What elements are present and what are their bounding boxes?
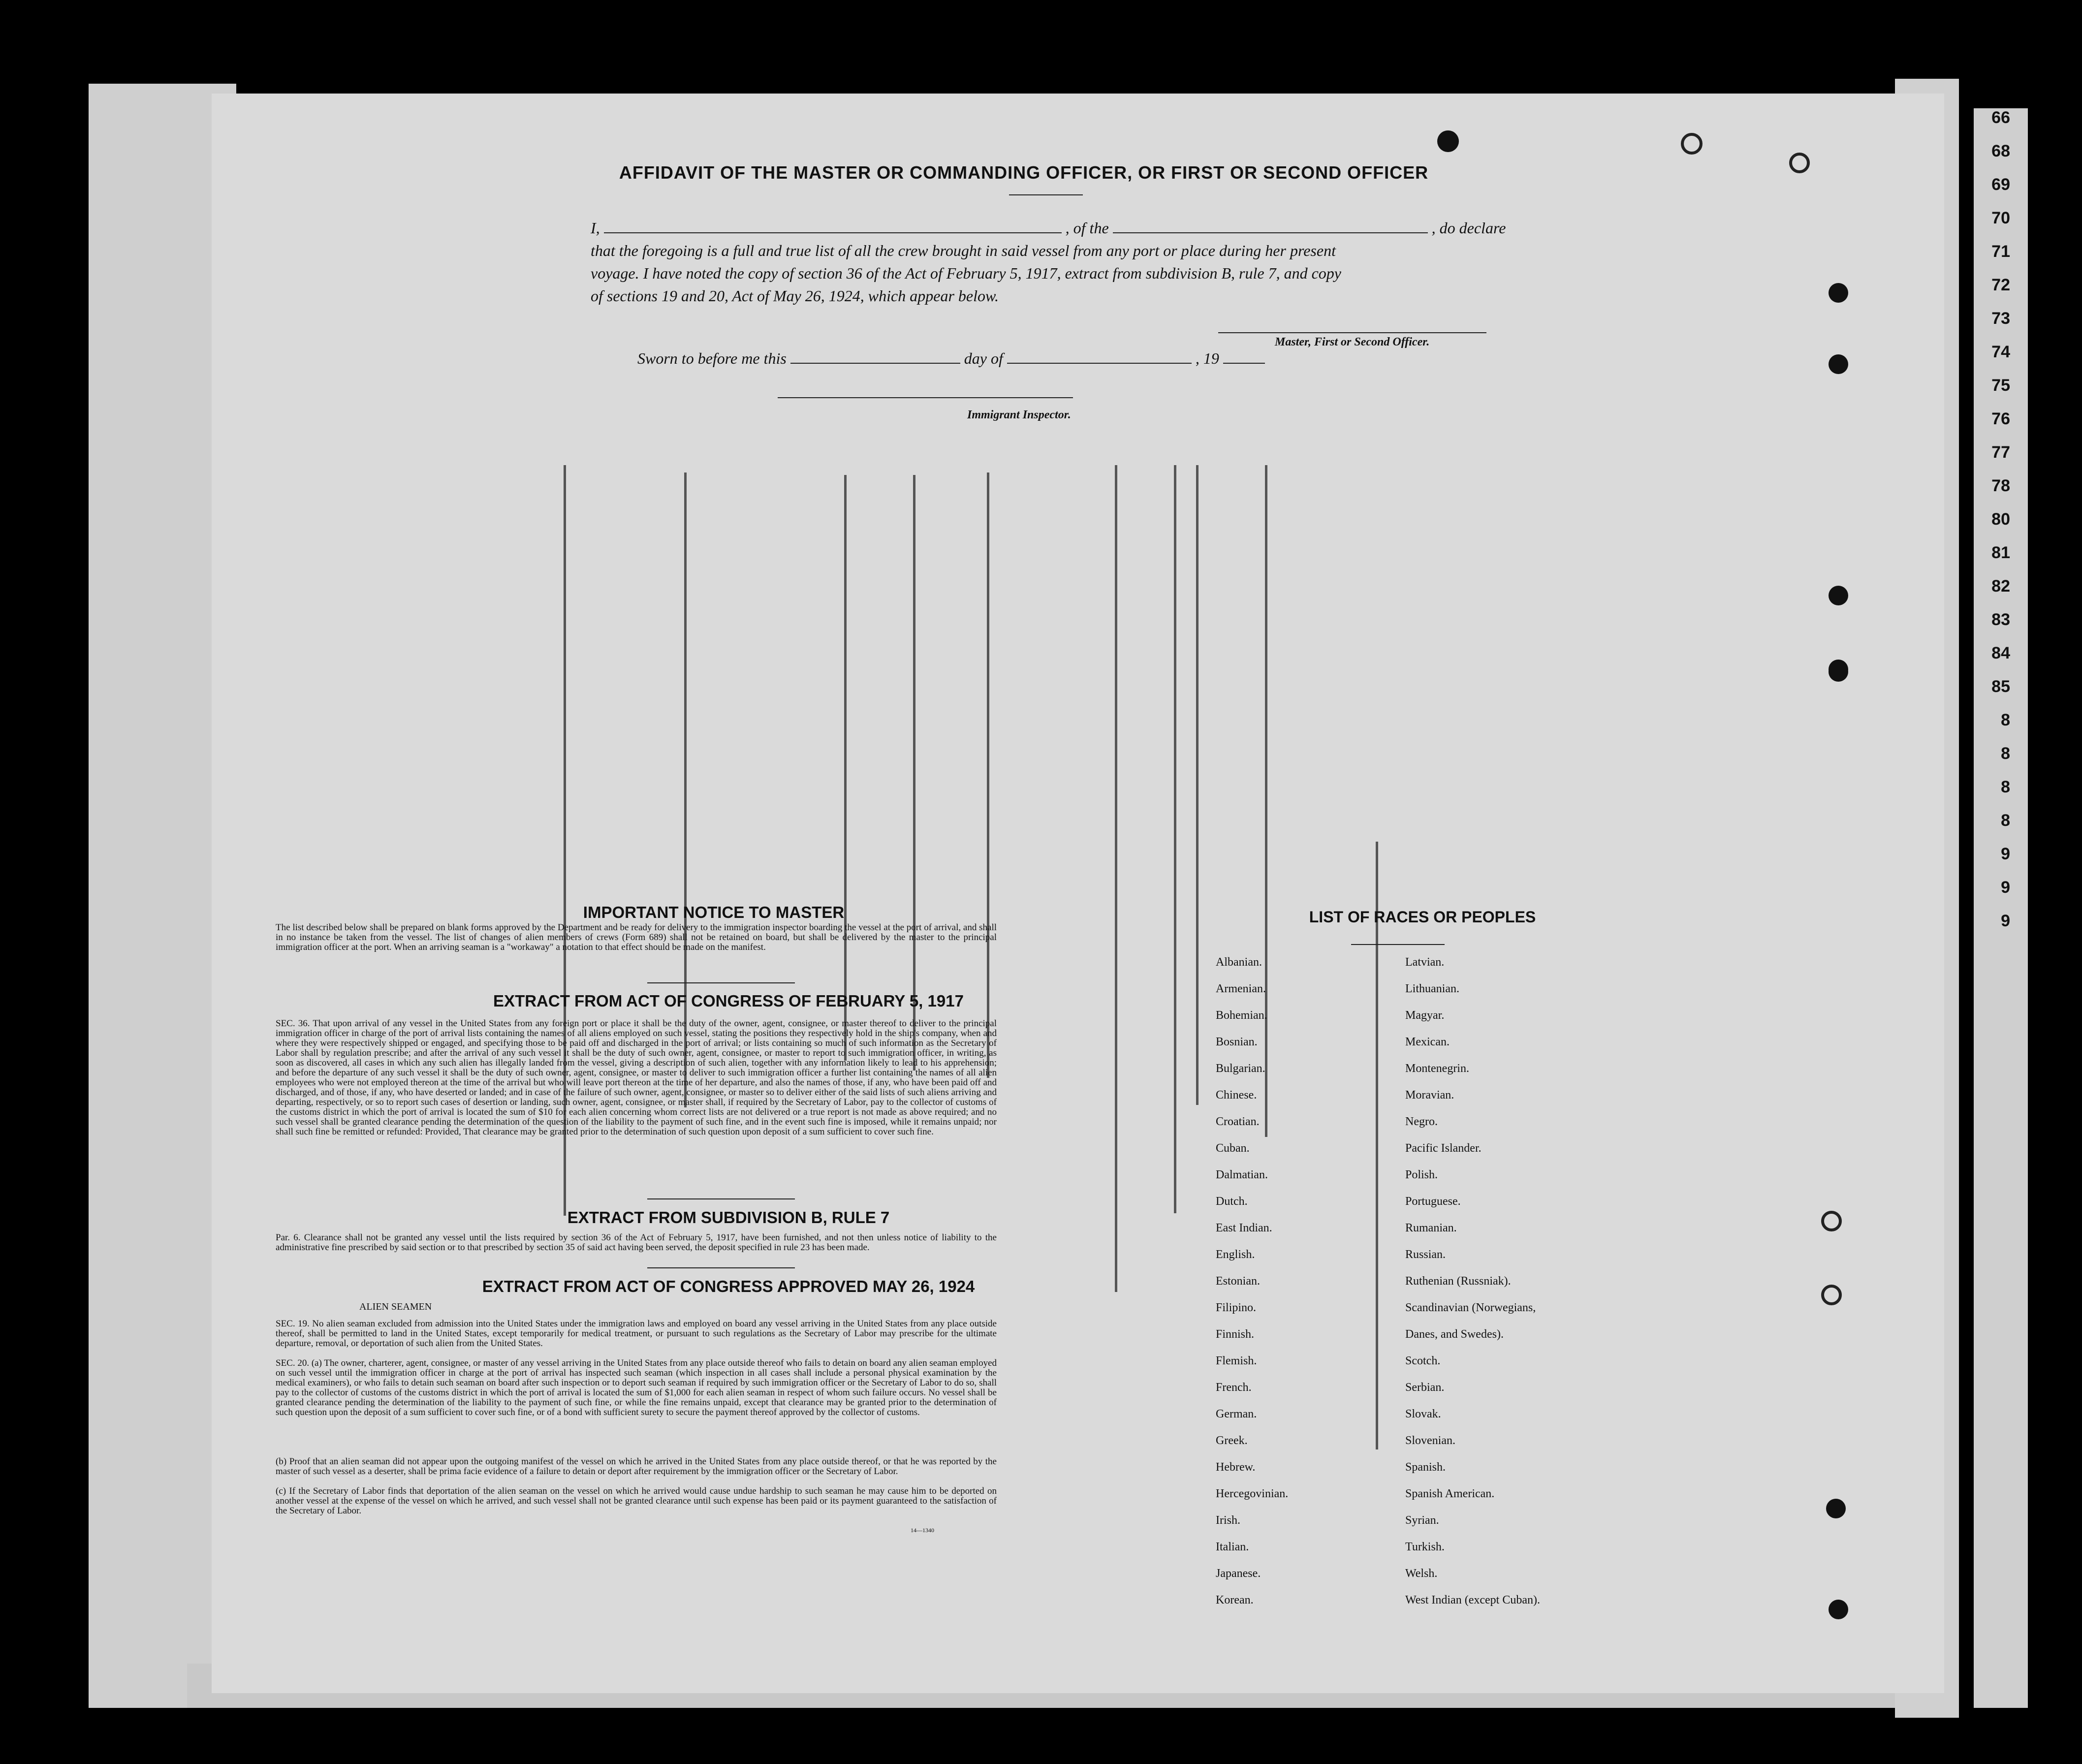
edge-row-number: 81 [1991,543,2010,562]
subdivision-divider [647,1267,795,1268]
edge-row-number: 76 [1991,410,2010,428]
edge-row-number: 8 [2001,778,2010,796]
edge-row-number: 8 [2001,744,2010,763]
master-signature-line[interactable] [1218,332,1486,333]
extract-1924-sec20: SEC. 20. (a) The owner, charterer, agent, consignee, or master of any vessel arriving in the United States from any place outside thereof who fails to detain on board any alien seaman employed on such vessel until the immigration officer in charge at the port of arrival has inspected such seaman (which inspection in all cases shall include a personal physical examination by the medical examiners), or who fails to detain such seaman on board after such inspection or to deport such seaman if required by such immigration officer or the Secretary of Labor to do so, shall pay to the collector of customs of the customs district in which the port of arrival is located the sum of $1,000 for each alien seaman in respect of whom such failure occurs. No vessel shall be granted clearance pending the determination of the liability to the payment of such fine, or while the fine remains unpaid, except that clearance may be granted prior to the determination of such question upon the deposit of a sum sufficient to cover such fine, or of a bond with sufficient surety to secure the payment thereof approved by the collector of customs. [276,1358,997,1418]
affidavit-do-declare: , do declare [1431,219,1506,237]
form-number: 14—1340 [911,1527,934,1534]
edge-row-number: 71 [1991,242,2010,261]
edge-row-number: 84 [1991,644,2010,662]
binder-hole [1789,153,1810,173]
affidavit-line-1 [591,217,1723,239]
edge-row-number: 8 [2001,711,2010,729]
edge-row-number: 73 [1991,309,2010,328]
extract-1924-sec19: SEC. 19. No alien seaman excluded from admission into the United States under the immigration laws and employed on board any vessel arriving in the United States from any place outside thereof, shall be permitted to land in the United States, except temporarily for medical treatment, or pursuant to such regulations as the Secretary of Labor may prescribe for the ultimate departure, removal, or deportation of such alien from the United States. [276,1319,997,1349]
affidavit-of-the: , of the [1065,219,1109,237]
binder-hole [1829,586,1848,605]
edge-row-number: 83 [1991,610,2010,629]
race-item: Turkish. [1405,1541,1445,1553]
race-item: Greek. [1216,1434,1248,1447]
affidavit-line-4: of sections 19 and 20, Act of May 26, 1924, which appear below. [591,287,999,305]
year-prefix: , 19 [1195,349,1219,367]
race-item: Portuguese. [1405,1195,1461,1208]
inspector-caption: Immigrant Inspector. [967,409,1071,421]
binder-hole [1821,1211,1842,1231]
affidavit-title: AFFIDAVIT OF THE MASTER OR COMMANDING OFFICER, OR FIRST OR SECOND OFFICER [619,162,1429,183]
race-item: Serbian. [1405,1381,1445,1394]
race-item: French. [1216,1381,1252,1394]
race-item: Croatian. [1216,1115,1260,1128]
day-of-text: day of [964,349,1003,367]
binder-hole [1829,1600,1848,1619]
column-line [844,475,847,1061]
edge-row-number: 8 [2001,811,2010,830]
race-item: Rumanian. [1405,1222,1457,1234]
race-item: Spanish American. [1405,1487,1495,1500]
binder-hole [1829,354,1848,374]
notice-body: The list described below shall be prepared on blank forms approved by the Department and be ready for delivery to the immigration inspector boarding the vessel at the port of arrival, and shall in no instance be taken from the vessel. The list of changes of alien members of crews (Form 689) shall not be retained on board, but shall be delivered by the master to the principal immigration officer at the port. When an arriving seaman is a "workaway" a notation to that effect should be made on the manifest. [276,922,997,952]
race-item: Albanian. [1216,956,1262,969]
races-divider [1351,944,1445,945]
race-item: Flemish. [1216,1354,1257,1367]
edge-number-column [1974,108,2013,945]
edge-row-number: 69 [1991,175,2010,194]
affidavit-line-3: voyage. I have noted the copy of section 36 of the Act of February 5, 1917, extract from subdivision B, rule 7, and copy [591,264,1341,282]
month-blank[interactable] [1007,363,1192,364]
race-item: Korean. [1216,1594,1254,1606]
column-line [987,472,989,1078]
race-item: Ruthenian (Russniak). [1405,1275,1511,1288]
notice-divider [647,982,795,983]
race-item: Russian. [1405,1248,1446,1261]
binder-hole [1829,662,1848,682]
race-item: Magyar. [1405,1009,1445,1022]
sworn-line [637,349,1265,368]
subdivision-body: Par. 6. Clearance shall not be granted any vessel until the lists required by section 36 of the Act of February 5, 1917, have been furnished, and not then unless notice of liability to the administrative fine prescribed by said section or to that prescribed by section 35 of said act having been served, the deposit specified in rule 23 has been made. [276,1232,997,1253]
subdivision-title: EXTRACT FROM SUBDIVISION B, RULE 7 [567,1208,890,1227]
race-item: Latvian. [1405,956,1445,969]
race-item: German. [1216,1408,1257,1420]
affidavit-line-2: that the foregoing is a full and true list of all the crew brought in said vessel from any port or place during her present [591,242,1336,259]
binder-hole [1829,283,1848,303]
vessel-blank[interactable] [1113,232,1428,233]
race-item: Chinese. [1216,1089,1257,1102]
race-item: Slovenian. [1405,1434,1455,1447]
race-item: Syrian. [1405,1514,1439,1527]
race-item: Irish. [1216,1514,1240,1527]
extract-1924-title: EXTRACT FROM ACT OF CONGRESS APPROVED MAY 26, 1924 [482,1277,975,1295]
affidavit-i: I, [591,219,600,237]
affidavit-text [591,217,1723,307]
master-caption: Master, First or Second Officer. [1275,336,1430,348]
edge-row-number: 70 [1991,209,2010,227]
race-item: Estonian. [1216,1275,1260,1288]
race-item: English. [1216,1248,1255,1261]
race-item: Italian. [1216,1541,1249,1553]
binder-hole [1821,1285,1842,1305]
edge-row-number: 72 [1991,276,2010,294]
binder-hole [1681,133,1703,155]
race-item: Finnish. [1216,1328,1255,1341]
extract-1917-divider [647,1198,795,1199]
column-line [913,475,915,1071]
race-item: Armenian. [1216,982,1266,995]
race-item: Bulgarian. [1216,1062,1265,1075]
edge-row-number: 66 [1991,108,2010,127]
races-right-column [1405,956,1540,1620]
adjacent-page-strip [1974,108,2028,1708]
race-item: Danes, and Swedes). [1405,1328,1504,1341]
sworn-text: Sworn to before me this [637,349,787,367]
edge-row-number: 80 [1991,510,2010,529]
notice-title: IMPORTANT NOTICE TO MASTER [583,903,845,921]
races-left-column [1216,956,1288,1620]
edge-row-number: 74 [1991,343,2010,361]
alien-seamen-subtitle: ALIEN SEAMEN [359,1301,432,1312]
edge-row-number: 9 [2001,912,2010,930]
edge-row-number: 78 [1991,476,2010,495]
date-day-blank[interactable] [790,363,960,364]
title-underline [1009,194,1083,195]
year-blank[interactable] [1223,363,1265,364]
race-item: Polish. [1405,1168,1438,1181]
binder-hole [1826,1499,1846,1518]
extract-1924-sec20b: (b) Proof that an alien seaman did not appear upon the outgoing manifest of the vessel on which he arrived in the United States from any place outside thereof, or that he was reported by the master of such vessel as a deserter, shall be prima facie evidence of a failure to detain or deport after requirement by the immigration officer or the Secretary of Labor. [276,1456,997,1477]
edge-row-number: 82 [1991,577,2010,596]
race-item: Bohemian. [1216,1009,1267,1022]
edge-row-number: 75 [1991,376,2010,395]
extract-1924-sec20c: (c) If the Secretary of Labor finds that deportation of the alien seaman on the vessel on which he arrived would cause undue hardship to such seaman he may cause him to be deported on another vessel at the expense of the vessel on which he arrived, and such vessel shall not be granted clearance until such expense has been paid or its payment guaranteed to the satisfaction of the Secretary of Labor. [276,1486,997,1516]
race-item: Welsh. [1405,1567,1438,1580]
race-item: Scandinavian (Norwegians, [1405,1301,1536,1314]
race-item: Hercegovinian. [1216,1487,1289,1500]
column-line [1115,465,1117,1292]
race-item: Lithuanian. [1405,982,1459,995]
edge-row-number: 85 [1991,677,2010,696]
edge-row-number: 68 [1991,142,2010,160]
race-item: Hebrew. [1216,1461,1256,1474]
race-item: Bosnian. [1216,1036,1258,1048]
race-item: Dalmatian. [1216,1168,1268,1181]
race-item: East Indian. [1216,1222,1272,1234]
race-item: Pacific Islander. [1405,1142,1482,1155]
race-item: Filipino. [1216,1301,1257,1314]
race-item: Moravian. [1405,1089,1454,1102]
binder-hole [1437,130,1459,152]
extract-1917-body: SEC. 36. That upon arrival of any vessel in the United States from any foreign port or place it shall be the duty of the owner, agent, consignee, or master thereof to deliver to the principal immigration officer in charge of the port of arrival lists containing the names of all aliens employed on such vessel, stating the positions they respectively hold in the ship's company, when and where they were respectively shipped or engaged, and specifying those to be paid off and discharged in the port of arrival; or lists containing so much of such information as the Secretary of Labor shall by regulation prescribe; and after the arrival of any such vessel it shall be the duty of such owner, agent, consignee, or master to report to such immigration officer, in writing, as soon as discovered, all cases in which any such alien has illegally landed from the vessel, giving a description of such alien, together with any information likely to lead to his apprehension; and before the departure of any such vessel it shall be the duty of such owner, agent, consignee, or master to deliver to such immigration officer a further list containing the names of all alien employees who were not employed thereon at the time of the arrival but who will leave port thereon at the time of her departure, and also the names of those, if any, who have been paid off and discharged, and of those, if any, who have deserted or landed; and in case of the failure of such owner, agent, consignee, or master so to deliver either of the said lists of such aliens arriving and departing, respectively, or so to report such cases of desertion or landing, such owner, agent, consignee, or master shall, if required by the Secretary of Labor, pay to the collector of customs of the customs district in which the port of arrival is located the sum of $10 for each alien concerning whom correct lists are not delivered or a true report is not made as above required; and no such vessel shall be granted clearance pending the determination of the question of the liability to the payment of such fine, and in the event such fine is imposed, while it remains unpaid; nor shall such fine be remitted or refunded: Provided, That clearance may be granted prior to the determination of such question upon deposit of a sum sufficient to cover such fine. [276,1018,997,1137]
column-line [1376,842,1378,1449]
name-blank[interactable] [604,232,1062,233]
race-item: Mexican. [1405,1036,1450,1048]
race-item: Cuban. [1216,1142,1250,1155]
inspector-signature-line[interactable] [778,397,1073,398]
races-title: LIST OF RACES OR PEOPLES [1309,908,1536,926]
column-line [1196,465,1199,1105]
race-item: West Indian (except Cuban). [1405,1594,1540,1606]
manifest-page [212,94,1944,1693]
race-item: Montenegrin. [1405,1062,1469,1075]
race-item: Slovak. [1405,1408,1441,1420]
edge-row-number: 9 [2001,845,2010,863]
column-line [1174,465,1176,1213]
edge-row-number: 9 [2001,878,2010,897]
race-item: Spanish. [1405,1461,1446,1474]
race-item: Negro. [1405,1115,1438,1128]
edge-row-number: 77 [1991,443,2010,462]
column-line [684,472,687,1107]
race-item: Japanese. [1216,1567,1261,1580]
race-item: Scotch. [1405,1354,1441,1367]
race-item: Dutch. [1216,1195,1248,1208]
extract-1917-title: EXTRACT FROM ACT OF CONGRESS OF FEBRUARY 5, 1917 [493,992,964,1010]
